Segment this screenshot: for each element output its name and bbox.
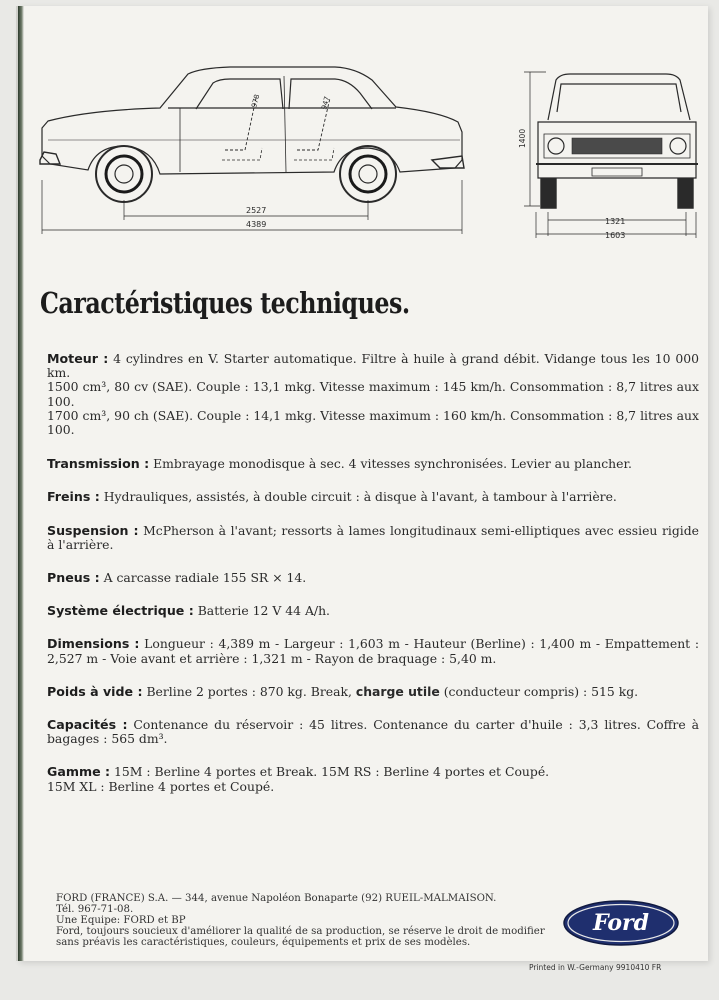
spec-text: McPherson à l'avant; ressorts à lames longitudinaux semi-elliptiques avec essieu rigide à l'arrière. [47,522,699,552]
height-label: 1400 [518,128,527,148]
spec-label: Pneus : [47,570,100,586]
spec-pneus [47,571,699,585]
spec-label: Moteur : [47,351,109,366]
spec-text: Contenance du réservoir : 45 litres. Contenance du carter d'huile : 3,3 litres. Coffre à bagages : 565 dm³. [47,717,699,747]
spec-freins [47,490,699,504]
spec-line: 1500 cm³, 80 cv (SAE). Couple : 13,1 mkg. Vitesse maximum : 145 km/h. Consommation : 8,7 litres aux 100. [47,379,699,409]
footer-disclaimer: Ford, toujours soucieux d'améliorer la qualité de sa production, se réserve le droit de modifier sans préavis les caractéristiques, couleurs, équipements et prix de ses modèles. [56,926,545,948]
spec-line: 15M : Berline 4 portes et Break. 15M RS : Berline 4 portes et Coupé. [114,764,550,780]
spec-label: Gamme : [47,764,111,780]
spec-text: Berline 2 portes : 870 kg. Break, [146,683,352,699]
spec-text: Batterie 12 V 44 A/h. [197,603,330,619]
width-label: 1603 [605,231,626,240]
spec-line: 4 cylindres en V. Starter automatique. Filtre à huile à grand débit. Vidange tous les 10 000 km. [47,351,699,381]
spec-line: 15M XL : Berline 4 portes et Coupé. [47,778,275,794]
spec-label: Capacités : [47,717,128,733]
spec-label: Système électrique : [47,603,194,619]
spec-bold-text: charge utile [355,683,440,699]
seat-b-label: 947 [320,95,332,111]
car-technical-drawing [0,0,719,270]
printed-notice: Printed in W.-Germany 9910410 FR [529,963,662,972]
spec-label: Suspension : [47,522,139,538]
spec-moteur [47,352,699,437]
spec-capacites [47,718,699,746]
wheelbase-label: 2527 [246,206,267,215]
track-label: 1321 [605,217,626,226]
length-label: 4389 [246,220,267,229]
spec-text: Embrayage monodisque à sec. 4 vitesses synchronisées. Levier au plancher. [153,456,632,472]
spec-label: Dimensions : [47,636,140,652]
spec-text: Longueur : 4,389 m - Largeur : 1,603 m - Hauteur (Berline) : 1,400 m - Empattement : 2,527 m - Voie avant et arrière : 1,321 m - Rayon de braquage : 5,40 m. [47,636,699,666]
spec-list [47,352,699,813]
spec-text: (conducteur compris) : 515 kg. [443,683,639,699]
seat-a-label: 978 [250,93,262,109]
spec-gamme [47,765,699,793]
spec-label: Transmission : [47,456,150,472]
spec-transmission [47,457,699,471]
ford-logo [562,899,680,947]
footer-address: FORD (FRANCE) S.A. — 344, avenue Napoléon Bonaparte (92) RUEIL-MALMAISON. [56,893,497,904]
spec-poids-a-vide [47,685,699,699]
spec-text: Hydrauliques, assistés, à double circuit : à disque à l'avant, à tambour à l'arrière. [103,489,617,505]
spec-dimensions [47,637,699,665]
page-title: Caractéristiques techniques. [40,286,410,320]
footer-team: Une Equipe: FORD et BP [56,915,186,926]
front-view-drawing [524,72,698,238]
ford-logo-text: Ford [592,910,650,936]
spec-suspension [47,524,699,552]
spec-text: A carcasse radiale 155 SR × 14. [103,570,307,586]
spec-systeme-electrique [47,604,699,618]
spec-label: Freins : [47,489,100,505]
footer-info [56,893,556,948]
spec-line: 1700 cm³, 90 ch (SAE). Couple : 14,1 mkg. Vitesse maximum : 160 km/h. Consommation : 8,7 litres aux 100. [47,407,699,438]
footer-tel: Tél. 967-71-08. [56,904,134,915]
spec-label: Poids à vide : [47,683,143,699]
